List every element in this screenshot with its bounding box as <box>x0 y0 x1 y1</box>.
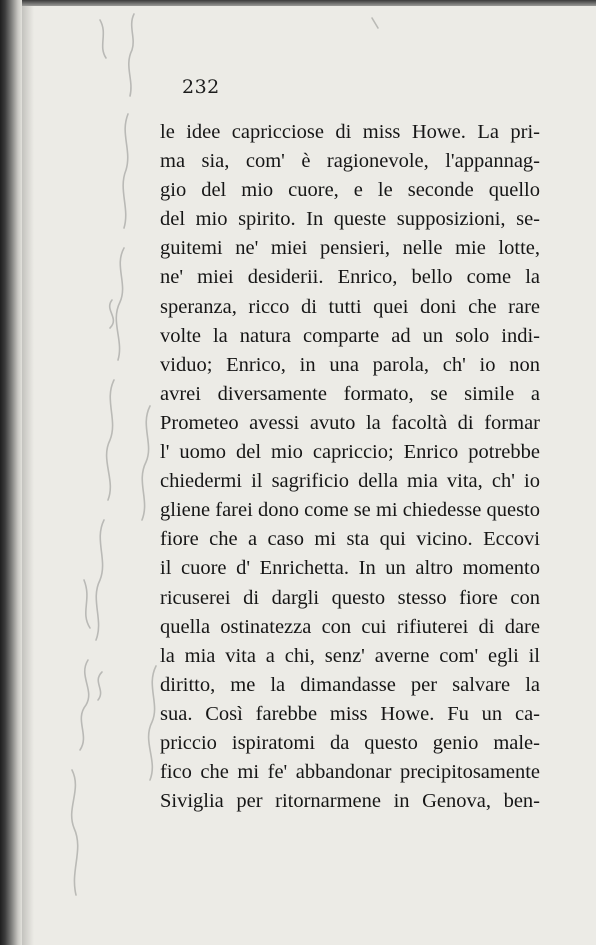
text-line: ma sia, com' è ragionevole, l'appannag- <box>160 150 540 173</box>
text-line: sua. Così farebbe miss Howe. Fu un ca- <box>160 702 540 725</box>
text-line: avrei diversamente formato, se simile a <box>160 382 540 405</box>
text-line: fico che mi fe' abbandonar precipitosamente <box>160 761 540 784</box>
text-line: speranza, ricco di tutti quei doni che rare <box>160 295 540 318</box>
text-line: Prometeo avessi avuto la facoltà di formar <box>160 411 540 434</box>
text-line: gio del mio cuore, e le seconde quello <box>160 179 540 202</box>
text-line: quella ostinatezza con cui rifiuterei di dare <box>160 615 540 638</box>
book-binding <box>0 0 22 945</box>
gutter-shadow <box>22 6 34 945</box>
text-line: le idee capricciose di miss Howe. La pri- <box>160 121 540 143</box>
text-line: la mia vita a chi, senz' averne com' egli il <box>160 644 540 667</box>
text-line: del mio spirito. In queste supposizioni, se- <box>160 208 540 231</box>
text-line: viduo; Enrico, in una parola, ch' io non <box>160 353 540 376</box>
page-body-text <box>160 118 540 816</box>
text-line: guitemi ne' miei pensieri, nelle mie lotte, <box>160 237 540 260</box>
text-line: ricuserei di dargli questo stesso fiore con <box>160 586 540 609</box>
text-line: diritto, me la dimandasse per salvare la <box>160 673 540 696</box>
text-line: gliene farei dono come se mi chiedesse questo <box>160 499 540 522</box>
text-line: l' uomo del mio capriccio; Enrico potrebbe <box>160 441 540 464</box>
page-top-edge <box>0 0 596 6</box>
page-number: 232 <box>182 76 220 98</box>
text-line: fiore che a caso mi sta qui vicino. Eccovi <box>160 528 540 551</box>
text-line: chiedermi il sagrificio della mia vita, ch' io <box>160 470 540 493</box>
text-line: volte la natura comparte ad un solo indi- <box>160 324 540 347</box>
text-line: Siviglia per ritornarmene in Genova, ben- <box>160 790 540 813</box>
text-line: ne' miei desiderii. Enrico, bello come la <box>160 266 540 289</box>
text-line: priccio ispiratomi da questo genio male- <box>160 731 540 754</box>
text-line: il cuore d' Enrichetta. In un altro momento <box>160 557 540 580</box>
